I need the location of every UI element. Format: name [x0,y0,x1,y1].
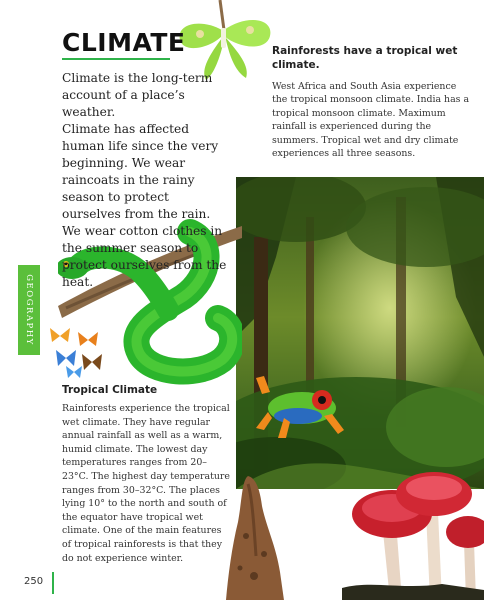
geography-tab [18,265,40,355]
red-mushrooms-image [342,462,484,600]
rainforest-heading: Rainforests have a tropical wet climate. [272,45,458,71]
title-divider [62,58,170,60]
geography-tab-label: GEOGRAPHY [24,274,34,346]
rainforest-body: West Africa and South Asia experience the tropical monsoon climate. India has a tropical monsoon climate. Maximum rainfall is experienced during the summers. Tropical wet and dry climate experiences all three seasons. [272,81,470,160]
tropical-climate-body: Rainforests experience the tropical wet climate. They have regular annual rainfall as well as a warm, humid climate. The lowest day temperatures ranges from 20–23°C. The highest day temperature ranges from 30–32°C. The places lying 10° to the north and south of the equator have tropical wet climate. One of the main features of tropical rainforests is that they do not experience winter. [62,403,230,564]
rainforest-photo [236,177,484,489]
page-title: CLIMATE [62,28,186,57]
intro-text [62,70,230,291]
termite-mound-image [226,476,284,600]
page-number: 250 [24,576,44,587]
intro-paragraph-1: Climate is the long-term account of a place’s weather. [62,71,213,119]
butterflies-image [48,326,106,378]
tree-frog-image [254,372,350,442]
intro-paragraph-2: Climate has affected human life since the very beginning. We wear raincoats in the rainy season to protect ourselves from the rain. We wear cotton clothes in the summer season to protect ourselves from the heat. [62,122,227,289]
tropical-climate-heading: Tropical Climate [62,384,158,396]
page-number-divider [52,572,54,594]
